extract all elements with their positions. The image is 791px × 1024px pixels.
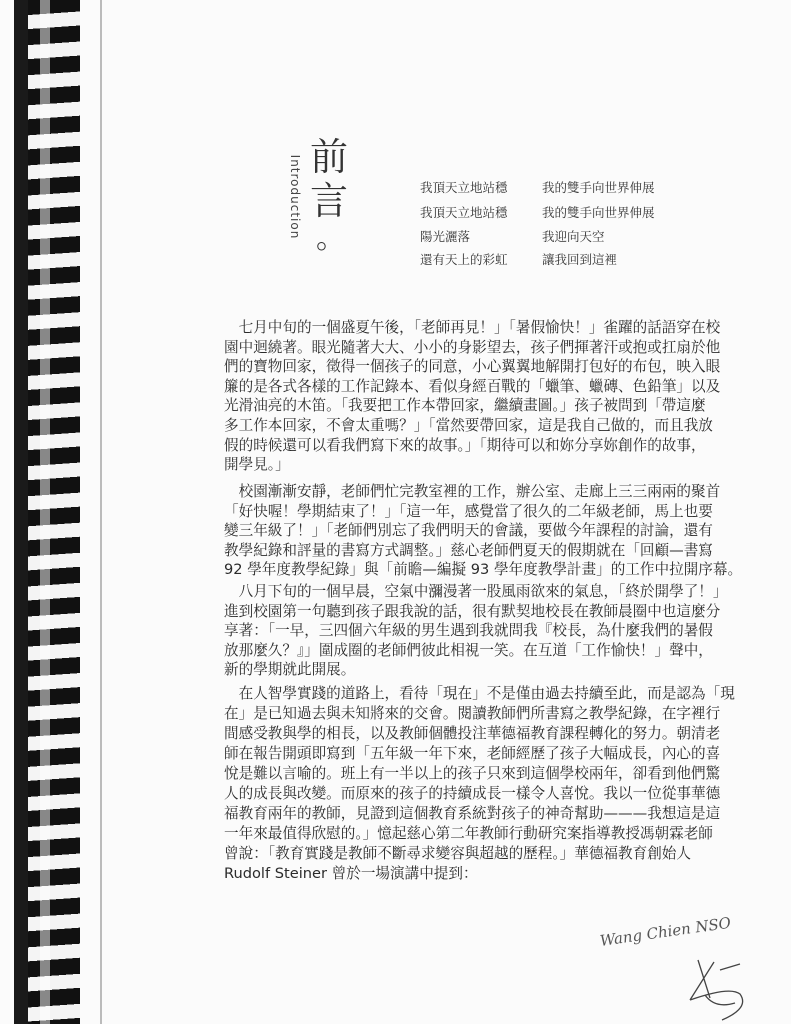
text-line: 校園漸漸安靜，老師們忙完教室裡的工作，辦公室、走廊上三三兩兩的聚首 xyxy=(224,483,721,500)
paragraph-2 xyxy=(224,482,743,580)
page-edge-line xyxy=(100,0,102,1024)
text-line: 享著：「一早，三四個六年級的男生遇到我就問我『校長，為什麼我們的暑假 xyxy=(224,622,713,640)
paragraph-3 xyxy=(224,582,728,680)
text-line: 光滑油亮的木笛。「我要把工作本帶回家，繼續畫圖。」孩子被問到「帶這麼 xyxy=(224,397,706,415)
subtitle-introduction: Introduction xyxy=(288,154,302,240)
text-line: 在」是已知過去與未知將來的交會。閱讀教師們所書寫之教學紀錄，在字裡行 xyxy=(224,705,721,722)
text-line: 曾說：「教育實踐是教師不斷尋求變容與超越的歷程。」華德福教育創始人 xyxy=(224,845,691,862)
poem-right-1: 我的雙手向世界伸展 xyxy=(542,180,655,195)
poem-left-2: 我頂天立地站穩 xyxy=(420,205,508,220)
text-line: 師在報告開頭即寫到「五年級一年下來，老師經歷了孩子大幅成長，內心的喜 xyxy=(224,745,721,762)
text-line: 間感受教與學的相長，以及教師個體投注華德福教育課程轉化的努力。朝清老 xyxy=(224,725,721,742)
text-line: 園中迴繞著。眼光隨著大大、小小的身影望去，孩子們揮著汗或抱或扛扇於他 xyxy=(224,338,721,356)
text-line: 悅是難以言喻的。班上有一半以上的孩子只來到這個學校兩年，卻看到他們驚 xyxy=(224,765,721,782)
paragraph-1 xyxy=(224,318,721,475)
text-line: 一年來最值得欣慰的。」憶起慈心第二年教師行動研究案指導教授馮朝霖老師 xyxy=(224,825,713,842)
text-line: 八月下旬的一個早晨，空氣中瀰漫著一股風雨欲來的氣息，「終於開學了！」 xyxy=(224,583,728,600)
text-line: 新的學期就此開展。 xyxy=(224,661,356,679)
poem-right-3: 我迎向天空 xyxy=(542,229,605,244)
text-line: 們的寶物回家，徵得一個孩子的同意，小心翼翼地解開打包好的布包，映入眼 xyxy=(224,358,721,376)
poem-right-2: 我的雙手向世界伸展 xyxy=(542,205,655,220)
text-line: 進到校園第一句聽到孩子跟我說的話，很有默契地校長在教師晨圈中也這麼分 xyxy=(224,602,721,620)
binding-edge xyxy=(14,0,28,1024)
signature-scribble xyxy=(590,920,770,1024)
text-line: 在人智學實踐的道路上，看待「現在」不是僅由過去持續至此，而是認為「現 xyxy=(224,685,735,702)
title-char-1: 前 xyxy=(310,135,349,179)
text-line: 七月中旬的一個盛夏午後，「老師再見！」「暑假愉快！」雀躍的話語穿在校 xyxy=(224,319,721,336)
text-line: Rudolf Steiner 曾於一場演講中提到： xyxy=(224,865,478,882)
text-line: 福教育兩年的教師，見證到這個教育系統對孩子的神奇幫助———我想這是這 xyxy=(224,805,721,822)
text-line: 簾的是各式各樣的工作記錄本、看似身經百戰的「蠟筆、蠟磚、色鉛筆」以及 xyxy=(224,377,721,395)
text-line: 開學見。」 xyxy=(224,456,290,474)
poem-left-1: 我頂天立地站穩 xyxy=(420,180,508,195)
poem-right-4: 讓我回到這裡 xyxy=(542,252,618,267)
text-line: 放那麼久？』」圍成圈的老師們彼此相視一笑。在互道「工作愉快！」聲中， xyxy=(224,641,713,659)
text-line: 變三年級了！」「老師們別忘了我們明天的會議，要做今年課程的討論，還有 xyxy=(224,522,713,540)
title-char-2: 言 xyxy=(310,179,349,223)
poem-left-3: 陽光灑落 xyxy=(420,229,471,244)
text-line: 多工作本回家，不會太重嗎？」「當然要帶回家，這是我自己做的，而且我放 xyxy=(224,416,713,434)
title-char-3: 。 xyxy=(316,221,346,256)
text-line: 人的成長與改變。而原來的孩子的持續成長一樣令人喜悅。我以一位從事華德 xyxy=(224,785,721,802)
text-line: 教學紀錄和評量的書寫方式調整。」慈心老師們夏天的假期就在「回顧—書寫 xyxy=(224,541,713,559)
binding-gap xyxy=(40,0,50,1024)
signature-text: Wang Chien NSO xyxy=(598,913,732,950)
poem-left-4: 還有天上的彩虹 xyxy=(420,252,508,267)
paragraph-4 xyxy=(224,684,735,884)
text-line: 「好快喔！學期結束了！」「這一年，感覺當了很久的二年級老師，馬上也要 xyxy=(224,502,713,520)
text-line: 假的時候還可以看我們寫下來的故事。」「期待可以和妳分享妳創作的故事， xyxy=(224,436,706,454)
text-line: 92 學年度教學紀錄」與「前瞻—編擬 93 學年度教學計畫」的工作中拉開序幕。 xyxy=(224,561,743,579)
